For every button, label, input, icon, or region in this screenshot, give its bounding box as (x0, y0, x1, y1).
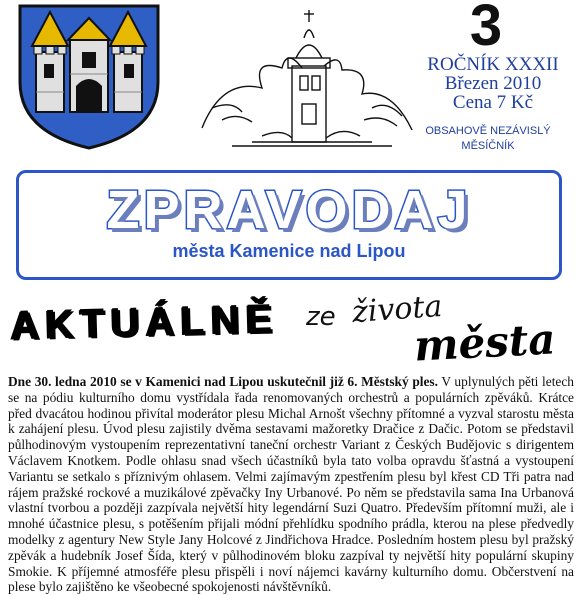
banner-mesta: města (412, 314, 557, 371)
article-lead: Dne 30. ledna 2010 se v Kamenici nad Lipou uskutečnil již 6. Městský ples. (8, 374, 438, 389)
date-label: Březen 2010 (444, 73, 542, 94)
masthead (16, 170, 562, 280)
volume-label: ROČNÍK XXXII (427, 54, 559, 75)
tagline-line2: MĚSÍČNÍK (461, 140, 515, 152)
issue-number: 3 (469, 0, 503, 58)
banner-ze: ze (306, 302, 336, 332)
tagline-line1: OBSAHOVĚ NEZÁVISLÝ (425, 125, 551, 137)
banner-zivota: života (350, 288, 444, 331)
banner-aktualne: AKTUÁLNĚ (9, 296, 279, 348)
tagline (408, 124, 568, 154)
price-label: Cena 7 Kč (452, 92, 534, 113)
masthead-title: ZPRAVODAJ (106, 180, 472, 240)
town-crest-logo (14, 2, 164, 150)
article-text (8, 374, 574, 595)
church-illustration (192, 8, 422, 150)
issue-info (418, 55, 568, 112)
section-banner (6, 290, 582, 370)
masthead-subtitle: města Kamenice nad Lipou (172, 241, 406, 261)
article-body: V uplynulých pěti letech se na pódiu kulturního domu vystřídala řada renomovaných orchestrů a populárních zpěváků. Krátce před dvacátou hodinou přivítal moderátor plesu Michal Arnošt všechny přítomné a vyzval starostu města k zahájení plesu. Úvod plesu zajistily dvěma sestavami mažoretky Dračice z Dačic. Potom se představil půlhodinovým vystoupením reprezentativní taneční orchestr Variant z Českých Budějovic s dirigentem Václavem Knotkem. Podle ohlasu snad všech účastníků byla tato volba opravdu šťastná a vystoupení Variantu se setkalo s příznivým ohlasem. Velmi zajímavým zpestřením plesu byl křest CD Tři patra nad rájem pražské rockové a muzikálové zpěvačky Iny Urbanové. Po něm se představila sama Ina Urbanová vlastní tvorbou a později zazpívala největší hity legendární Suzi Quatro. Především přítomní muži, ale i mnohé účastnice plesu, s potěšením přijali módní přehlídku spodního prádla, kterou na plese předvedly modelky z agentury New Style Jany Holcové z Jindřichova Hradce. Posledním hostem plesu byl pražský zpěvák a hudebník Josef Šída, který v půlhodinovém bloku zazpíval ty největší hity populární skupiny Smokie. K příjemné atmosféře plesu přispěli i noví nájemci kavárny kulturního domu. Občerstvení na plese bylo zajištěno ke všeobecné spokojenosti návštěvníků. (8, 374, 574, 595)
